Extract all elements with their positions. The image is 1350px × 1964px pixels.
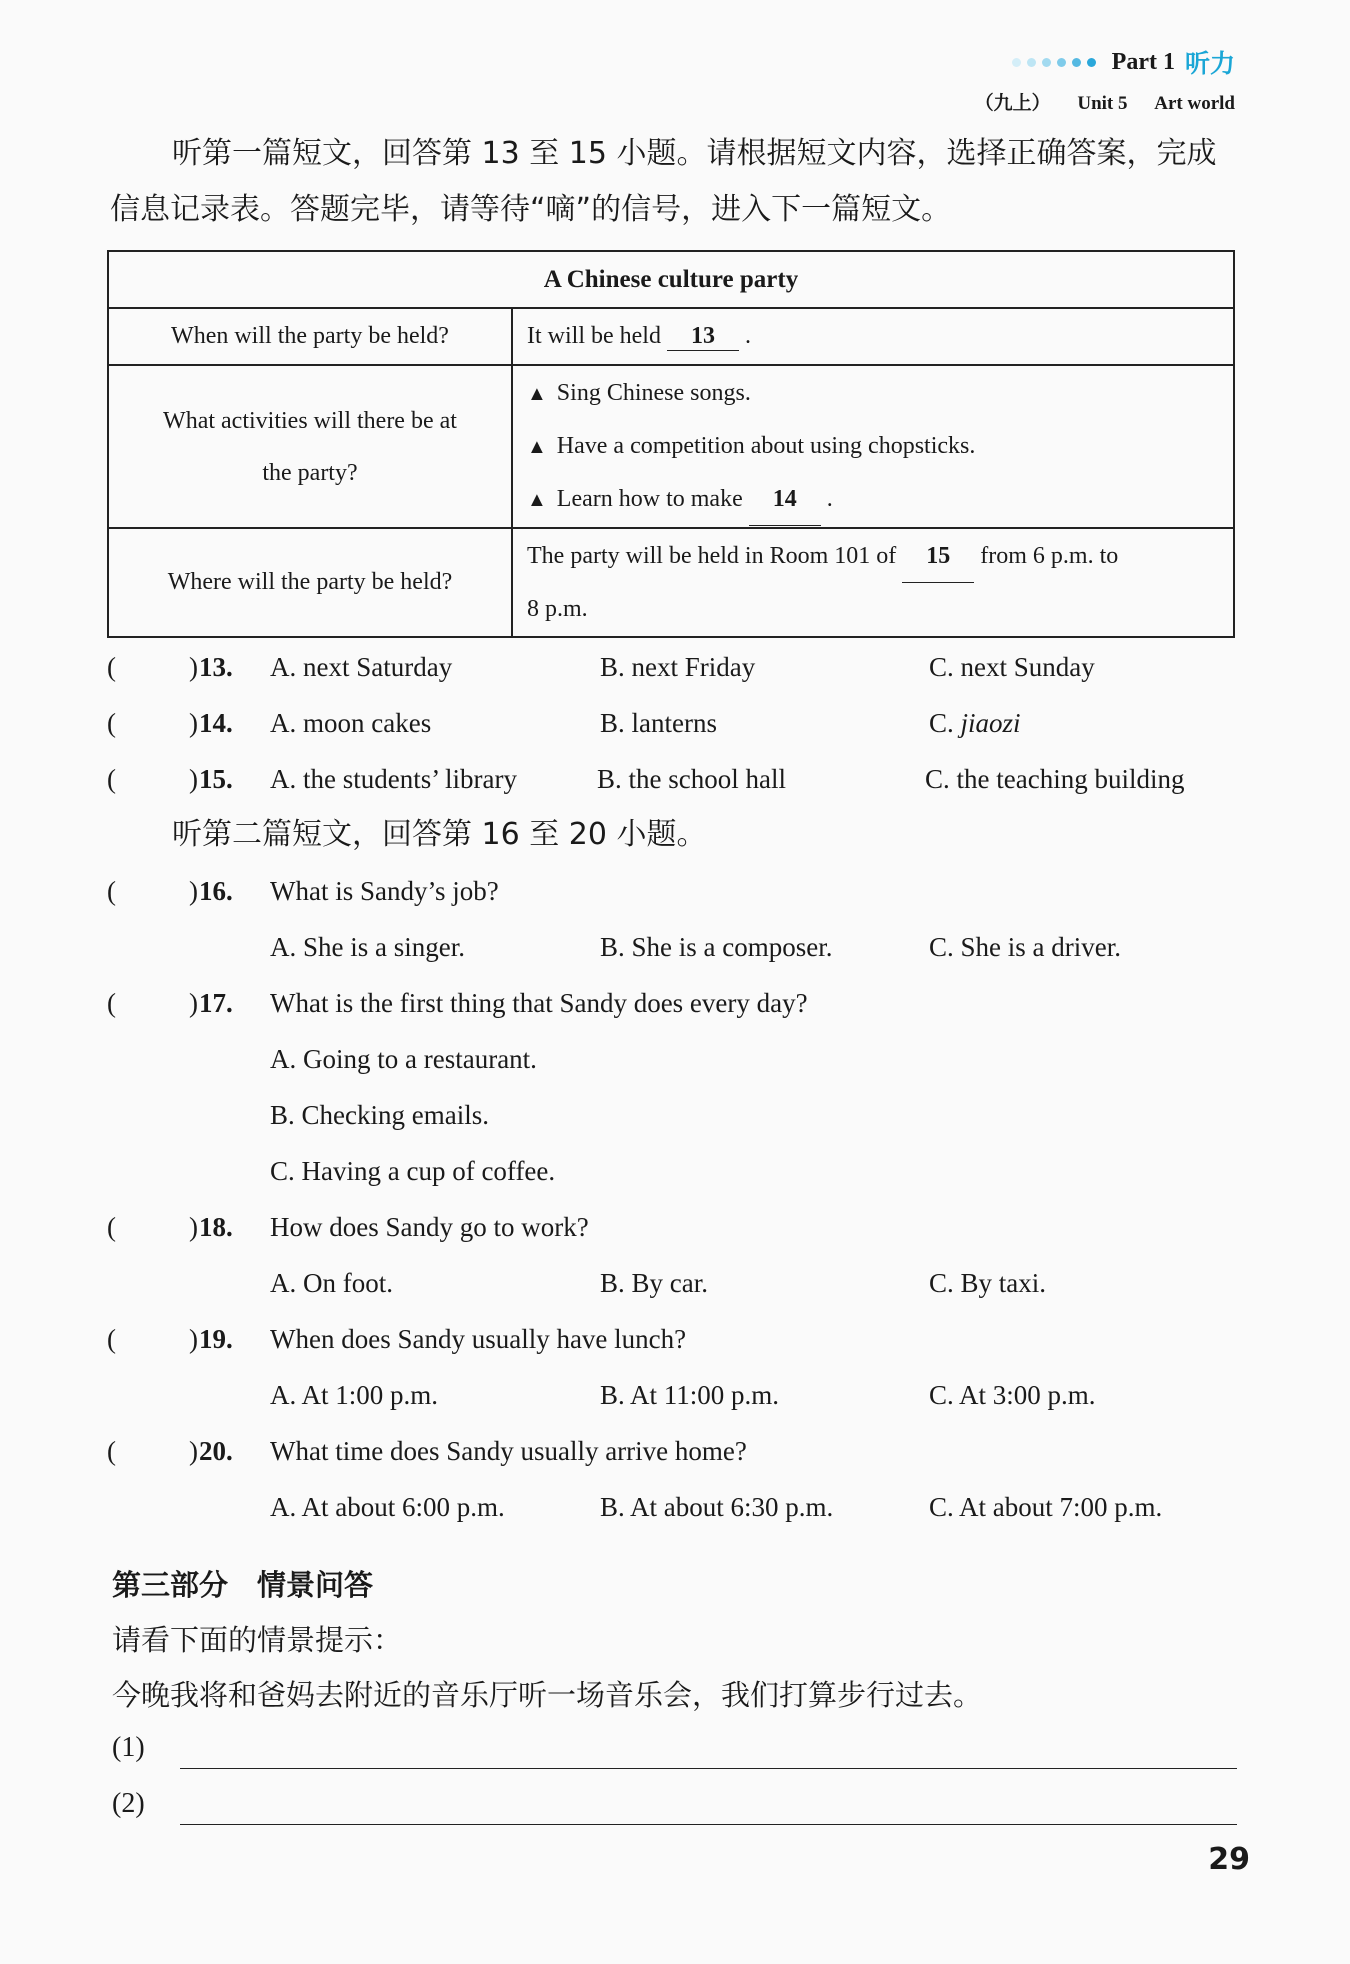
option-b[interactable]: B. She is a composer. — [600, 932, 833, 962]
option-a[interactable]: A. At about 6:00 p.m. — [270, 1492, 505, 1522]
question-19-options — [107, 1380, 1237, 1426]
option-b[interactable]: B. the school hall — [597, 764, 786, 794]
option-a[interactable]: A. moon cakes — [270, 708, 432, 738]
table-row1-answer: It will be held 13 . — [512, 308, 1234, 365]
answer-underline — [180, 1824, 1237, 1825]
answer-label: (1) — [112, 1732, 145, 1763]
answer-underline — [180, 1768, 1237, 1769]
table-row2-answer — [512, 365, 1234, 528]
section-3-scenario: 今晚我将和爸妈去附近的音乐厅听一场音乐会，我们打算步行过去。 — [112, 1678, 983, 1712]
dots-decoration-icon — [1012, 58, 1096, 67]
question-number: 16. — [199, 876, 233, 906]
blank-15[interactable]: 15 — [902, 530, 974, 583]
option-a[interactable]: A. She is a singer. — [270, 932, 465, 962]
activity-item: ▲ Have a competition about using chopsticks. — [527, 433, 976, 459]
option-b[interactable]: B. At 11:00 p.m. — [600, 1380, 780, 1410]
question-text: How does Sandy go to work? — [270, 1212, 589, 1242]
option-b[interactable]: B. next Friday — [600, 652, 756, 682]
triangle-bullet-icon: ▲ — [527, 489, 547, 511]
question-15: ( ) 15. A. the students’ library B. the school hall C. the teaching building — [107, 764, 1185, 794]
info-table — [107, 250, 1235, 638]
question-14: ( ) 14. A. moon cakes B. lanterns C. jiaozi — [107, 708, 1021, 738]
option-c[interactable]: C. jiaozi — [929, 708, 1021, 738]
option-c[interactable]: C. She is a driver. — [929, 932, 1121, 962]
section-3-prompt: 请看下面的情景提示： — [112, 1623, 403, 1657]
question-20: ( ) 20. What time does Sandy usually arrive home? — [107, 1436, 747, 1466]
table-row3-answer: The party will be held in Room 101 of 15 from 6 p.m. to 8 p.m. — [512, 528, 1234, 637]
option-c[interactable]: C. At about 7:00 p.m. — [929, 1492, 1163, 1522]
header-part: Part 1 — [1111, 48, 1175, 75]
question-number: 18. — [199, 1212, 233, 1242]
question-18: ( ) 18. How does Sandy go to work? — [107, 1212, 589, 1242]
question-number: 15. — [199, 764, 233, 794]
option-a[interactable]: A. the students’ library — [270, 764, 517, 794]
question-number: 19. — [199, 1324, 233, 1354]
answer-line-1[interactable] — [112, 1732, 1237, 1782]
triangle-bullet-icon: ▲ — [527, 383, 547, 405]
question-18-options — [107, 1268, 1237, 1314]
question-19: ( ) 19. When does Sandy usually have lunch? — [107, 1324, 687, 1354]
option-a[interactable]: A. next Saturday — [270, 652, 453, 682]
question-number: 14. — [199, 708, 233, 738]
question-16: ( ) 16. What is Sandy’s job? — [107, 876, 499, 906]
question-17: ( ) 17. What is the first thing that Sandy does every day? — [107, 988, 808, 1018]
header-unit: Unit 5 — [1077, 93, 1128, 114]
question-number: 17. — [199, 988, 233, 1018]
question-17-option-b-row — [107, 1100, 1237, 1146]
instruction-1-line-1: 听第一篇短文，回答第 13 至 15 小题。请根据短文内容，选择正确答案，完成 — [172, 136, 1217, 171]
instruction-2: 听第二篇短文，回答第 16 至 20 小题。 — [172, 817, 707, 852]
question-16-options — [107, 932, 1237, 978]
table-row1-question: When will the party be held? — [108, 308, 512, 365]
table-title: A Chinese culture party — [108, 251, 1234, 308]
page-header — [953, 44, 1235, 115]
option-b[interactable]: B. By car. — [600, 1268, 708, 1298]
answer-line-2[interactable] — [112, 1788, 1237, 1838]
option-c[interactable]: C. At 3:00 p.m. — [929, 1380, 1096, 1410]
activity-item: ▲ Sing Chinese songs. — [527, 380, 751, 406]
section-3-title: 第三部分 情景问答 — [112, 1568, 374, 1602]
answer-label: (2) — [112, 1788, 145, 1819]
option-a[interactable]: A. Going to a restaurant. — [270, 1044, 537, 1074]
question-number: 20. — [199, 1436, 233, 1466]
option-b[interactable]: B. Checking emails. — [270, 1100, 489, 1130]
option-c[interactable]: C. Having a cup of coffee. — [270, 1156, 556, 1186]
table-row3-question: Where will the party be held? — [108, 528, 512, 637]
question-text: What is Sandy’s job? — [270, 876, 499, 906]
triangle-bullet-icon: ▲ — [527, 436, 547, 458]
option-a[interactable]: A. On foot. — [270, 1268, 393, 1298]
question-20-options — [107, 1492, 1237, 1538]
question-text: What is the first thing that Sandy does every day? — [270, 988, 808, 1018]
blank-14[interactable]: 14 — [749, 473, 821, 526]
question-number: 13. — [199, 652, 233, 682]
question-17-option-a-row — [107, 1044, 1237, 1090]
page-number: 29 — [1208, 1842, 1250, 1877]
header-unit-name: Art world — [1154, 93, 1235, 114]
question-text: When does Sandy usually have lunch? — [270, 1324, 687, 1354]
question-text: What time does Sandy usually arrive home? — [270, 1436, 747, 1466]
header-title: 听力 — [1184, 49, 1235, 78]
option-a[interactable]: A. At 1:00 p.m. — [270, 1380, 439, 1410]
option-b[interactable]: B. lanterns — [600, 708, 717, 738]
table-row2-question: What activities will there be at the party? — [108, 365, 512, 528]
question-17-option-c-row — [107, 1156, 1237, 1202]
question-13: ( ) 13. A. next Saturday B. next Friday C. next Sunday — [107, 652, 1095, 682]
blank-13[interactable]: 13 — [667, 323, 739, 351]
option-b[interactable]: B. At about 6:30 p.m. — [600, 1492, 834, 1522]
option-c[interactable]: C. the teaching building — [925, 764, 1185, 794]
activity-item: ▲ Learn how to make 14 . — [527, 473, 1232, 526]
instruction-1-line-2: 信息记录表。答题完毕，请等待“嘀”的信号，进入下一篇短文。 — [110, 192, 952, 227]
option-c[interactable]: C. By taxi. — [929, 1268, 1047, 1298]
header-grade: （九上） — [974, 93, 1051, 114]
option-c[interactable]: C. next Sunday — [929, 652, 1095, 682]
